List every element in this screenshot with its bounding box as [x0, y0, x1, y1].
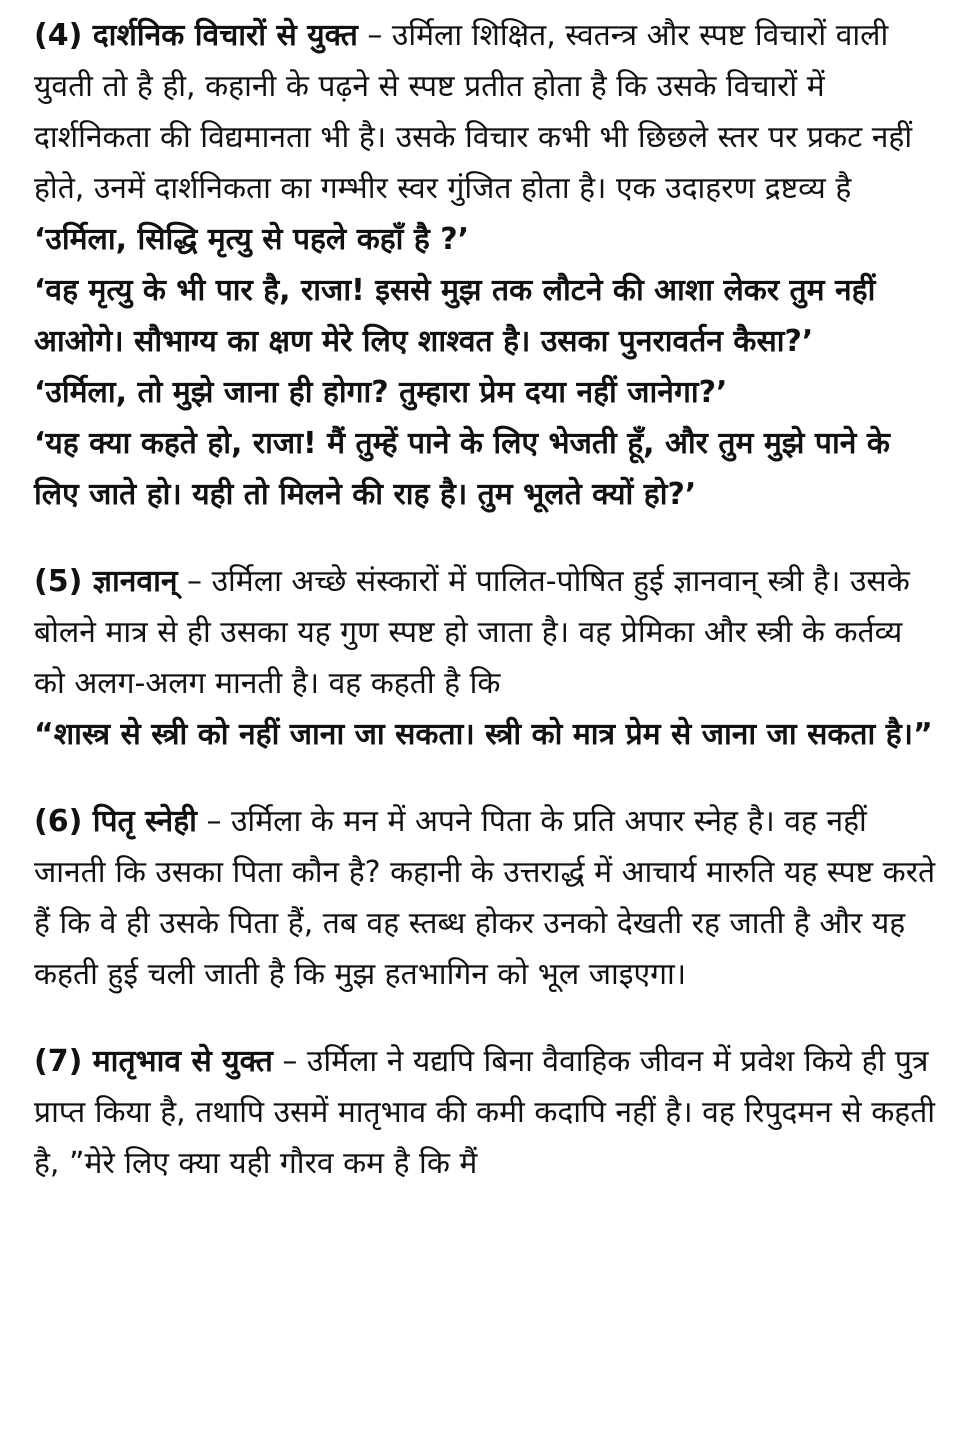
section-4-philosophical: [34, 10, 940, 520]
section-heading: (5) ज्ञानवान्: [34, 564, 178, 599]
section-6-father-affection: [34, 796, 940, 1000]
paragraph-body: उर्मिला शिक्षित, स्वतन्त्र और स्पष्ट विचारों वाली युवती तो है ही, कहानी के पढ़ने से स्पष्ट प्रतीत होता है कि उसके विचारों में दार्शनिकता की विद्यमानता भी है। उसके विचार कभी भी छिछले स्तर पर प्रकट नहीं होते, उनमें दार्शनिकता का गम्भीर स्वर गुंजित होता है। एक उदाहरण द्रष्टव्य है: [34, 18, 913, 206]
dash-separator: –: [272, 1044, 307, 1079]
section-heading: (7) मातृभाव से युक्त: [34, 1044, 273, 1079]
paragraph-body: उर्मिला के मन में अपने पिता के प्रति अपार स्नेह है। वह नहीं जानती कि उसका पिता कौन है? कहानी के उत्तरार्द्ध में आचार्य मारुति यह स्पष्ट करते हैं कि वे ही उसके पिता हैं, तब वह स्तब्ध होकर उनको देखती रह जाती है और यह कहती हुई चली जाती है कि मुझ हतभागिन को भूल जाइएगा।: [34, 804, 936, 992]
dialogue-quote: ‘उर्मिला, सिद्धि मृत्यु से पहले कहाँ है ?’: [34, 222, 470, 257]
dialogue-quote: ‘वह मृत्यु के भी पार है, राजा! इससे मुझ तक लौटने की आशा लेकर तुम नहीं आओगे। सौभाग्य का क्षण मेरे लिए शाश्वत है। उसका पुनरावर्तन कैसा?’: [34, 273, 876, 359]
dialogue-quote: “शास्त्र से स्त्री को नहीं जाना जा सकता। स्त्री को मात्र प्रेम से जाना जा सकता है।”: [34, 717, 933, 752]
section-5-knowledgeable: [34, 556, 940, 760]
dialogue-quote: ‘उर्मिला, तो मुझे जाना ही होगा? तुम्हारा प्रेम दया नहीं जानेगा?’: [34, 375, 728, 410]
paragraph: [34, 1036, 940, 1189]
paragraph: [34, 556, 940, 709]
paragraph-body: उर्मिला अच्छे संस्कारों में पालित-पोषित हुई ज्ञानवान् स्त्री है। उसके बोलने मात्र से ही उसका यह गुण स्पष्ट हो जाता है। वह प्रेमिका और स्त्री के कर्तव्य को अलग-अलग मानती है। वह कहती है कि: [34, 564, 910, 701]
dash-separator: –: [196, 804, 231, 839]
paragraph: [34, 796, 940, 1000]
dash-separator: –: [357, 18, 392, 53]
section-heading: (6) पितृ स्नेही: [34, 804, 197, 839]
dialogue-quote: ‘यह क्या कहते हो, राजा! मैं तुम्हें पाने के लिए भेजती हूँ, और तुम मुझे पाने के लिए जाते हो। यही तो मिलने की राह है। तुम भूलते क्यों हो?’: [34, 426, 890, 512]
dash-separator: –: [177, 564, 212, 599]
section-7-motherhood: [34, 1036, 940, 1189]
paragraph-body: उर्मिला ने यद्यपि बिना वैवाहिक जीवन में प्रवेश किये ही पुत्र प्राप्त किया है, तथापि उसमें मातृभाव की कमी कदापि नहीं है। वह रिपुदमन से कहती है, ”मेरे लिए क्या यही गौरव कम है कि मैं: [34, 1044, 936, 1181]
section-heading: (4) दार्शनिक विचारों से युक्त: [34, 18, 358, 53]
paragraph: [34, 10, 940, 214]
